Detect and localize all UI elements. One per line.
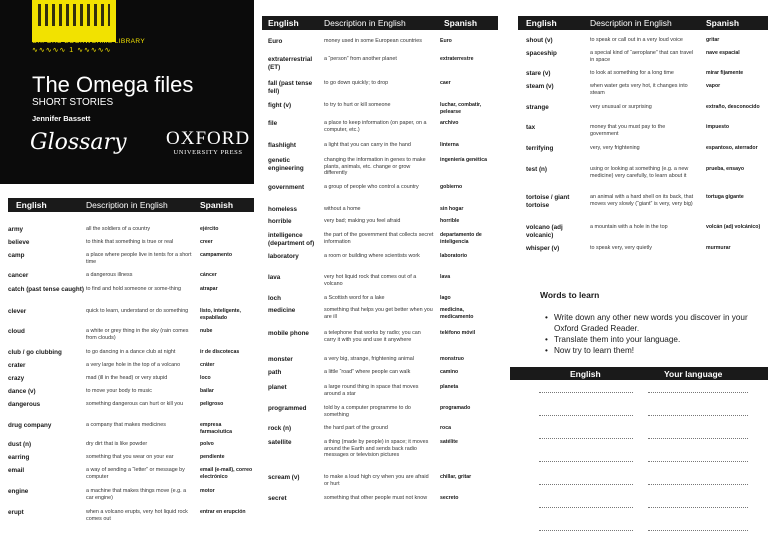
entry-translation: motor: [200, 488, 215, 494]
entry-term: steam (v): [526, 83, 554, 90]
header-english: English: [570, 368, 601, 379]
table-row: [262, 102, 498, 115]
entry-term: planet: [268, 384, 287, 391]
table-header: [8, 198, 254, 212]
entry-term: club / go clubbing: [8, 349, 62, 356]
header-english: English: [16, 200, 47, 210]
entry-translation: monstruo: [440, 356, 464, 362]
entry-term: spaceship: [526, 50, 557, 57]
table-row: [518, 50, 768, 63]
table-row: [262, 56, 498, 71]
header-spanish: Spanish: [706, 18, 740, 28]
header-english: English: [526, 18, 557, 28]
write-line: [648, 392, 748, 393]
table-row: [518, 166, 768, 179]
table-row: [8, 349, 254, 357]
entry-definition: a way of sending a “letter” or message by computer: [86, 467, 185, 480]
entry-translation: lava: [440, 274, 451, 280]
entry-translation: caer: [440, 80, 451, 86]
table-row: [8, 467, 254, 480]
entry-translation: sin hogar: [440, 206, 464, 212]
instructions-list: [542, 312, 768, 356]
series-banner: [32, 0, 116, 42]
table-row: [262, 120, 498, 133]
entry-term: believe: [8, 239, 30, 246]
entry-term: email: [8, 467, 25, 474]
entry-translation: tortuga gigante: [706, 194, 744, 200]
table-row: [518, 83, 768, 96]
entry-definition: a little “road” where people can walk: [324, 369, 411, 375]
entry-translation: medicina, medicamento: [440, 307, 474, 320]
entry-definition: to find and hold someone or some-thing: [86, 286, 181, 292]
entry-term: tortoise / giant tortoise: [526, 194, 570, 209]
write-line: [648, 530, 748, 531]
write-line: [539, 415, 633, 416]
entry-definition: to think that something is true or real: [86, 239, 174, 245]
entry-translation: gritar: [706, 37, 720, 43]
entry-term: rock (n): [268, 425, 292, 432]
entry-term: catch (past tense caught): [8, 286, 84, 293]
entry-term: cancer: [8, 272, 29, 279]
entry-translation: nave espacial: [706, 50, 740, 56]
entry-translation: camino: [440, 369, 459, 375]
entry-term: laboratory: [268, 253, 299, 260]
entry-translation: peligroso: [200, 401, 224, 407]
entry-term: fall (past tense fell): [268, 80, 313, 95]
table-row: [262, 38, 498, 46]
entry-term: tax: [526, 124, 536, 131]
table-row: [8, 286, 254, 294]
entry-translation: ir de discotecas: [200, 349, 240, 355]
entry-definition: quick to learn, understand or do something: [86, 308, 189, 314]
table-row: [262, 274, 498, 287]
entry-translation: loco: [200, 375, 211, 381]
entry-definition: a light that you can carry in the hand: [324, 142, 411, 148]
entry-term: programmed: [268, 405, 307, 412]
table-row: [262, 307, 498, 320]
entry-definition: a very large hole in the top of a volcano: [86, 362, 181, 368]
entry-term: medicine: [268, 307, 296, 314]
entry-term: crater: [8, 362, 26, 369]
table-row: [8, 328, 254, 341]
entry-definition: something that helps you get better when you are ill: [324, 307, 433, 320]
table-row: [262, 206, 498, 214]
entry-translation: teléfono móvil: [440, 330, 476, 336]
publisher-subname: UNIVERSITY PRESS: [173, 149, 243, 156]
table-row: [262, 253, 498, 261]
table-row: [518, 245, 768, 253]
entry-term: stare (v): [526, 70, 551, 77]
entry-definition: to go dancing in a dance club at night: [86, 349, 176, 355]
publisher-logo: [166, 128, 250, 156]
write-line: [539, 461, 633, 462]
entry-definition: a telephone that works by radio; you can carry it with you and use it anywhere: [324, 330, 421, 343]
entry-translation: linterna: [440, 142, 459, 148]
glossary-heading: Glossary: [30, 130, 127, 155]
entry-definition: changing the information in genes to make plants, animals, etc. change or grow differently: [324, 157, 426, 176]
entry-translation: prueba, ensayo: [706, 166, 745, 172]
entry-translation: impuesto: [706, 124, 730, 130]
banner-pattern: [38, 4, 110, 26]
entry-definition: a room or building where scientists work: [324, 253, 420, 259]
table-row: [8, 488, 254, 501]
entry-translation: satélite: [440, 439, 458, 445]
write-line: [648, 461, 748, 462]
entry-term: engine: [8, 488, 29, 495]
table-row: [262, 330, 498, 343]
instruction-item: • Now try to learn them!: [542, 345, 768, 356]
entry-definition: without a home: [324, 206, 361, 212]
table-row: [8, 308, 254, 321]
table-row: [8, 509, 254, 522]
entry-term: whisper (v): [526, 245, 560, 252]
table-row: [8, 401, 254, 409]
entry-definition: a mountain with a hole in the top: [590, 224, 668, 230]
table-row: [8, 272, 254, 280]
header-description: Description in English: [324, 18, 406, 28]
entry-definition: to go down quickly; to drop: [324, 80, 389, 86]
entry-term: drug company: [8, 422, 52, 429]
entry-definition: a large round thing in space that moves around a star: [324, 384, 419, 397]
table-row: [262, 405, 498, 418]
write-line: [539, 438, 633, 439]
entry-term: homeless: [268, 206, 298, 213]
entry-definition: the part of the government that collects secret information: [324, 232, 434, 245]
entry-definition: money used in some European countries: [324, 38, 422, 44]
entry-term: cloud: [8, 328, 25, 335]
entry-translation: campamento: [200, 252, 232, 258]
entry-translation: cráter: [200, 362, 215, 368]
entry-definition: mad (ill in the head) or very stupid: [86, 375, 168, 381]
table-row: [262, 142, 498, 150]
series-level: ∿∿∿∿∿ 1 ∿∿∿∿∿: [32, 47, 112, 54]
entry-term: horrible: [268, 218, 292, 225]
entry-term: crazy: [8, 375, 25, 382]
entry-translation: atrapar: [200, 286, 218, 292]
entry-translation: polvo: [200, 441, 214, 447]
entry-translation: vapor: [706, 83, 721, 89]
entry-term: shout (v): [526, 37, 553, 44]
write-line: [648, 484, 748, 485]
header-english: English: [268, 18, 299, 28]
your-language-header: [510, 367, 768, 380]
entry-definition: to make a loud high cry when you are afraid or hurt: [324, 474, 429, 487]
entry-definition: money that you must pay to the government: [590, 124, 666, 137]
entry-definition: dry dirt that is like powder: [86, 441, 148, 447]
header-description: Description in English: [86, 200, 168, 210]
entry-term: flashlight: [268, 142, 296, 149]
entry-definition: very, very frightening: [590, 145, 640, 151]
header-spanish: Spanish: [200, 200, 234, 210]
entry-term: government: [268, 184, 305, 191]
series-name: OXFORD BOOKWORMS LIBRARY: [32, 38, 146, 45]
entry-translation: listo, inteligente, espabilado: [200, 308, 241, 321]
entry-translation: bailar: [200, 388, 214, 394]
entry-translation: cáncer: [200, 272, 217, 278]
entry-term: loch: [268, 295, 281, 302]
table-row: [262, 184, 498, 192]
table-row: [8, 388, 254, 396]
entry-translation: volcán (adj volcánico): [706, 224, 761, 230]
entry-term: fight (v): [268, 102, 292, 109]
entry-translation: programado: [440, 405, 471, 411]
entry-term: clever: [8, 308, 27, 315]
entry-definition: a white or grey thing in the sky (rain comes from clouds): [86, 328, 189, 341]
entry-translation: entrar en erupción: [200, 509, 246, 515]
entry-definition: very bad; making you feel afraid: [324, 218, 401, 224]
entry-term: genetic engineering: [268, 157, 304, 172]
table-header: [262, 16, 498, 30]
entry-definition: something that other people must not know: [324, 495, 428, 501]
entry-definition: the hard part of the ground: [324, 425, 388, 431]
table-row: [262, 384, 498, 397]
entry-term: path: [268, 369, 282, 376]
entry-definition: a place where people live in tents for a short time: [86, 252, 192, 265]
table-row: [8, 375, 254, 383]
entry-definition: to speak very, very quietly: [590, 245, 652, 251]
words-to-learn-title: Words to learn: [540, 290, 600, 300]
entry-term: satellite: [268, 439, 292, 446]
entry-translation: planeta: [440, 384, 459, 390]
table-row: [262, 439, 498, 459]
entry-translation: email (e-mail), correo electrónico: [200, 467, 253, 480]
entry-translation: chillar, gritar: [440, 474, 472, 480]
entry-term: test (n): [526, 166, 547, 173]
entry-translation: roca: [440, 425, 451, 431]
table-row: [262, 218, 498, 226]
write-line: [648, 438, 748, 439]
entry-term: camp: [8, 252, 25, 259]
entry-translation: ingeniería genética: [440, 157, 487, 163]
entry-term: dangerous: [8, 401, 41, 408]
publisher-name: OXFORD: [166, 128, 251, 149]
entry-definition: a thing (made by people) in space; it moves around the Earth and sends back radio messages or television pictures: [324, 439, 429, 458]
entry-definition: all the soldiers of a country: [86, 226, 151, 232]
table-row: [262, 495, 498, 503]
entry-term: monster: [268, 356, 293, 363]
book-subtitle: SHORT STORIES: [32, 97, 114, 108]
entry-definition: to try to hurt or kill someone: [324, 102, 391, 108]
entry-translation: extraterrestre: [440, 56, 474, 62]
write-line: [539, 530, 633, 531]
entry-term: extraterrestrial (ET): [268, 56, 313, 71]
table-row: [8, 226, 254, 234]
entry-definition: very unusual or surprising: [590, 104, 652, 110]
entry-definition: a machine that makes things move (e.g. a car engine): [86, 488, 187, 501]
entry-translation: Euro: [440, 38, 452, 44]
entry-term: erupt: [8, 509, 24, 516]
glossary-table-2: [262, 16, 498, 543]
entry-term: earring: [8, 454, 30, 461]
entry-translation: espantoso, aterrador: [706, 145, 758, 151]
table-row: [518, 104, 768, 112]
entry-definition: using or looking at something (e.g. a new medicine) very carefully, to learn about it: [590, 166, 689, 179]
entry-definition: something that you wear on your ear: [86, 454, 174, 460]
entry-translation: empresa farmacéutica: [200, 422, 233, 435]
table-row: [518, 145, 768, 153]
table-row: [262, 157, 498, 177]
table-row: [8, 239, 254, 247]
entry-term: lava: [268, 274, 281, 281]
table-row: [262, 80, 498, 95]
entry-definition: a group of people who control a country: [324, 184, 419, 190]
entry-definition: a special kind of “aeroplane” that can travel in space: [590, 50, 694, 63]
entry-definition: when water gets very hot, it changes into steam: [590, 83, 688, 96]
table-row: [8, 441, 254, 449]
glossary-table-3: [518, 16, 768, 266]
header-your-language: Your language: [664, 368, 723, 379]
header-description: Description in English: [590, 18, 672, 28]
instruction-item: • Translate them into your language.: [542, 334, 768, 345]
entry-term: Euro: [268, 38, 283, 45]
entry-term: scream (v): [268, 474, 300, 481]
table-row: [8, 422, 254, 435]
entry-term: strange: [526, 104, 549, 111]
cover-panel: [0, 0, 254, 184]
entry-translation: horrible: [440, 218, 460, 224]
entry-translation: mirar fijamente: [706, 70, 744, 76]
entry-term: file: [268, 120, 278, 127]
entry-definition: a Scottish word for a lake: [324, 295, 385, 301]
glossary-table-1: [8, 198, 254, 543]
entry-term: secret: [268, 495, 287, 502]
entry-term: intelligence (department of): [268, 232, 315, 247]
table-row: [262, 369, 498, 377]
level-number: 1: [69, 47, 75, 54]
table-row: [518, 224, 768, 239]
entry-definition: a company that makes medicines: [86, 422, 166, 428]
entry-definition: when a volcano erupts, very hot liquid rock comes out: [86, 509, 188, 522]
entry-definition: an animal with a hard shell on its back, that moves very slowly (“giant” is very, very big): [590, 194, 694, 207]
entry-definition: told by a computer programme to do something: [324, 405, 411, 418]
entry-definition: very hot liquid rock that comes out of a volcano: [324, 274, 417, 287]
entry-definition: to speak or call out in a very loud voice: [590, 37, 683, 43]
book-author: Jennifer Bassett: [32, 114, 91, 123]
table-row: [262, 295, 498, 303]
entry-translation: laboratorio: [440, 253, 468, 259]
table-row: [518, 194, 768, 209]
table-row: [262, 474, 498, 487]
entry-definition: a “person” from another planet: [324, 56, 397, 62]
entry-definition: something dangerous can hurt or kill you: [86, 401, 184, 407]
entry-translation: archivo: [440, 120, 459, 126]
entry-term: dance (v): [8, 388, 36, 395]
entry-definition: a dangerous illness: [86, 272, 133, 278]
book-title: The Omega files: [32, 72, 194, 97]
entry-translation: ejército: [200, 226, 219, 232]
table-row: [518, 70, 768, 78]
entry-translation: luchar, combatir, pelearse: [440, 102, 482, 115]
entry-translation: departamento de inteligencia: [440, 232, 482, 245]
table-row: [262, 425, 498, 433]
write-line: [539, 484, 633, 485]
table-row: [262, 232, 498, 247]
entry-definition: to move your body to music: [86, 388, 152, 394]
write-line: [539, 507, 633, 508]
table-row: [518, 124, 768, 137]
entry-translation: secreto: [440, 495, 459, 501]
entry-term: terrifying: [526, 145, 554, 152]
instruction-item: • Write down any other new words you discover in your Oxford Graded Reader.: [542, 312, 768, 334]
entry-translation: gobierno: [440, 184, 463, 190]
write-line: [648, 415, 748, 416]
entry-term: army: [8, 226, 24, 233]
entry-translation: extraño, desconocido: [706, 104, 760, 110]
table-header: [518, 16, 768, 30]
table-row: [8, 252, 254, 265]
table-row: [518, 37, 768, 45]
table-row: [262, 356, 498, 364]
entry-translation: lago: [440, 295, 451, 301]
entry-term: dust (n): [8, 441, 32, 448]
table-row: [8, 362, 254, 370]
entry-definition: a place to keep information (on paper, on a computer, etc.): [324, 120, 427, 133]
entry-definition: a very big, strange, frightening animal: [324, 356, 414, 362]
entry-translation: nube: [200, 328, 213, 334]
entry-translation: creer: [200, 239, 213, 245]
write-line: [539, 392, 633, 393]
header-spanish: Spanish: [444, 18, 478, 28]
entry-translation: pendiente: [200, 454, 225, 460]
write-line: [648, 507, 748, 508]
entry-term: mobile phone: [268, 330, 309, 337]
table-row: [8, 454, 254, 462]
entry-term: volcano (adj volcanic): [526, 224, 563, 239]
entry-definition: to look at something for a long time: [590, 70, 674, 76]
entry-translation: murmurar: [706, 245, 731, 251]
